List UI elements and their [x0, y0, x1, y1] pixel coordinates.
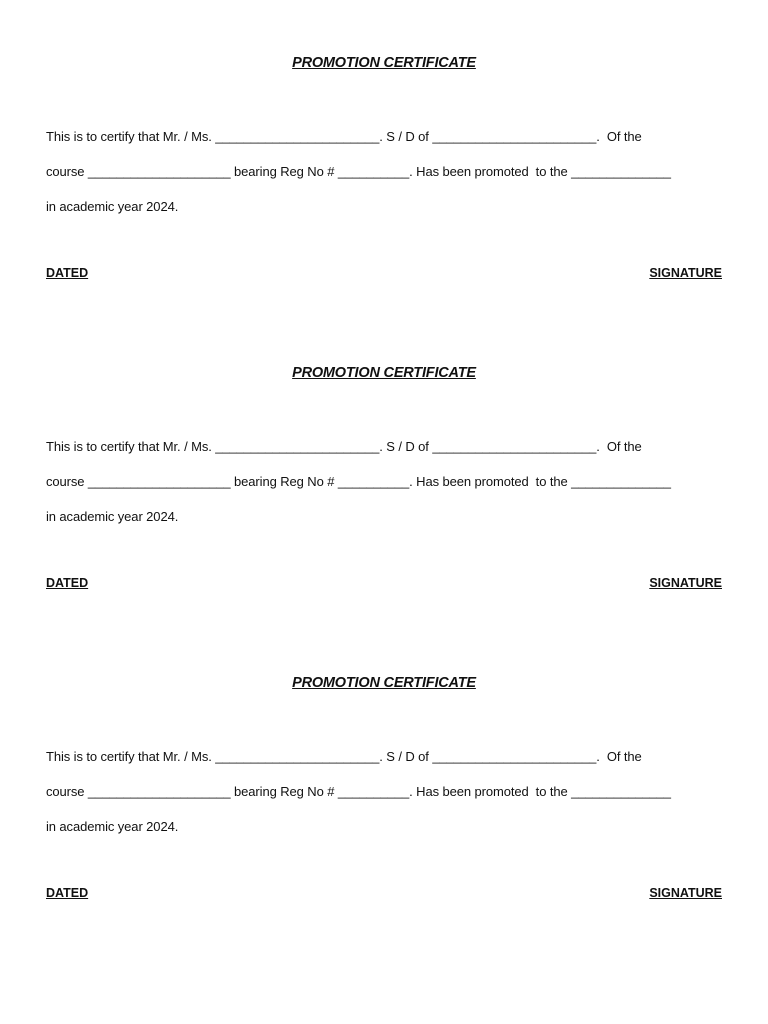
- dated-label: DATED: [46, 266, 89, 280]
- certificate-line-3: in academic year 2024.: [46, 509, 179, 524]
- certificate-line-2: course ____________________ bearing Reg No # __________. Has been promoted to the ______________: [46, 474, 671, 489]
- signature-label: SIGNATURE: [649, 576, 722, 590]
- certificate-line-3: in academic year 2024.: [46, 199, 179, 214]
- certificate-line-2: course ____________________ bearing Reg No # __________. Has been promoted to the ______________: [46, 164, 671, 179]
- certificate-2: [0, 320, 768, 620]
- certificate-line-3: in academic year 2024.: [46, 819, 179, 834]
- signature-label: SIGNATURE: [649, 266, 722, 280]
- dated-label: DATED: [46, 886, 89, 900]
- dated-label: DATED: [46, 576, 89, 590]
- certificate-title: PROMOTION CERTIFICATE: [292, 675, 476, 691]
- certificate-line-1: This is to certify that Mr. / Ms. _______________________. S / D of _______________________. Of the: [46, 749, 642, 764]
- certificate-1: [0, 10, 768, 310]
- certificate-3: [0, 630, 768, 930]
- certificate-line-1: This is to certify that Mr. / Ms. _______________________. S / D of _______________________. Of the: [46, 129, 642, 144]
- signature-label: SIGNATURE: [649, 886, 722, 900]
- certificate-title: PROMOTION CERTIFICATE: [292, 365, 476, 381]
- certificate-title: PROMOTION CERTIFICATE: [292, 55, 476, 71]
- certificate-line-1: This is to certify that Mr. / Ms. _______________________. S / D of _______________________. Of the: [46, 439, 642, 454]
- certificate-line-2: course ____________________ bearing Reg No # __________. Has been promoted to the ______________: [46, 784, 671, 799]
